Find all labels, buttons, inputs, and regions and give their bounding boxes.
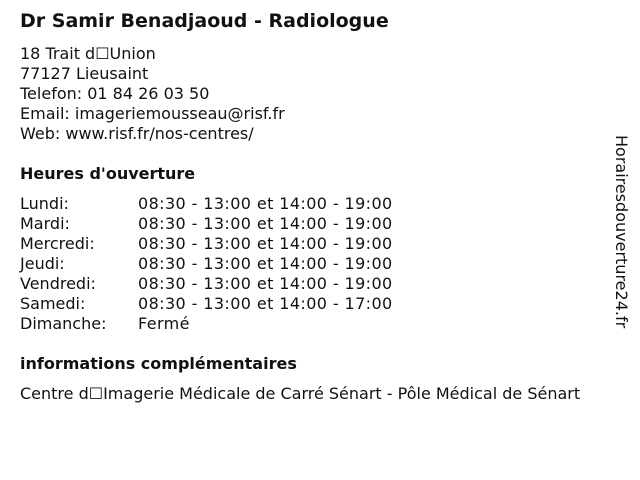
day-label: Dimanche:: [20, 314, 107, 333]
time-range: 08:30 - 13:00 et 14:00 - 19:00: [138, 254, 393, 273]
time-range: 08:30 - 13:00 et 14:00 - 19:00: [138, 234, 393, 253]
email-line: Email: imageriemousseau@risf.fr: [20, 104, 285, 123]
time-range: 08:30 - 13:00 et 14:00 - 19:00: [138, 214, 393, 233]
time-range: Fermé: [138, 314, 190, 333]
day-label: Mercredi:: [20, 234, 95, 253]
day-label: Jeudi:: [20, 254, 65, 273]
additional-info-heading: informations complémentaires: [20, 354, 297, 373]
time-range: 08:30 - 13:00 et 14:00 - 17:00: [138, 294, 393, 313]
day-label: Mardi:: [20, 214, 70, 233]
opening-hours-heading: Heures d'ouverture: [20, 164, 196, 183]
city-line: 77127 Lieusaint: [20, 64, 149, 83]
time-range: 08:30 - 13:00 et 14:00 - 19:00: [138, 194, 393, 213]
day-label: Vendredi:: [20, 274, 96, 293]
additional-info-text: Centre d☐Imagerie Médicale de Carré Sénart - Pôle Médical de Sénart: [20, 384, 581, 403]
time-range: 08:30 - 13:00 et 14:00 - 19:00: [138, 274, 393, 293]
phone-line: Telefon: 01 84 26 03 50: [20, 84, 210, 103]
web-line: Web: www.risf.fr/nos-centres/: [20, 124, 254, 143]
site-watermark: Horairesdouverture24.fr: [612, 135, 631, 329]
day-label: Lundi:: [20, 194, 69, 213]
address-line: 18 Trait d☐Union: [20, 44, 156, 63]
day-label: Samedi:: [20, 294, 86, 313]
page-title: Dr Samir Benadjaoud - Radiologue: [20, 10, 389, 32]
contact-block: [20, 44, 285, 144]
